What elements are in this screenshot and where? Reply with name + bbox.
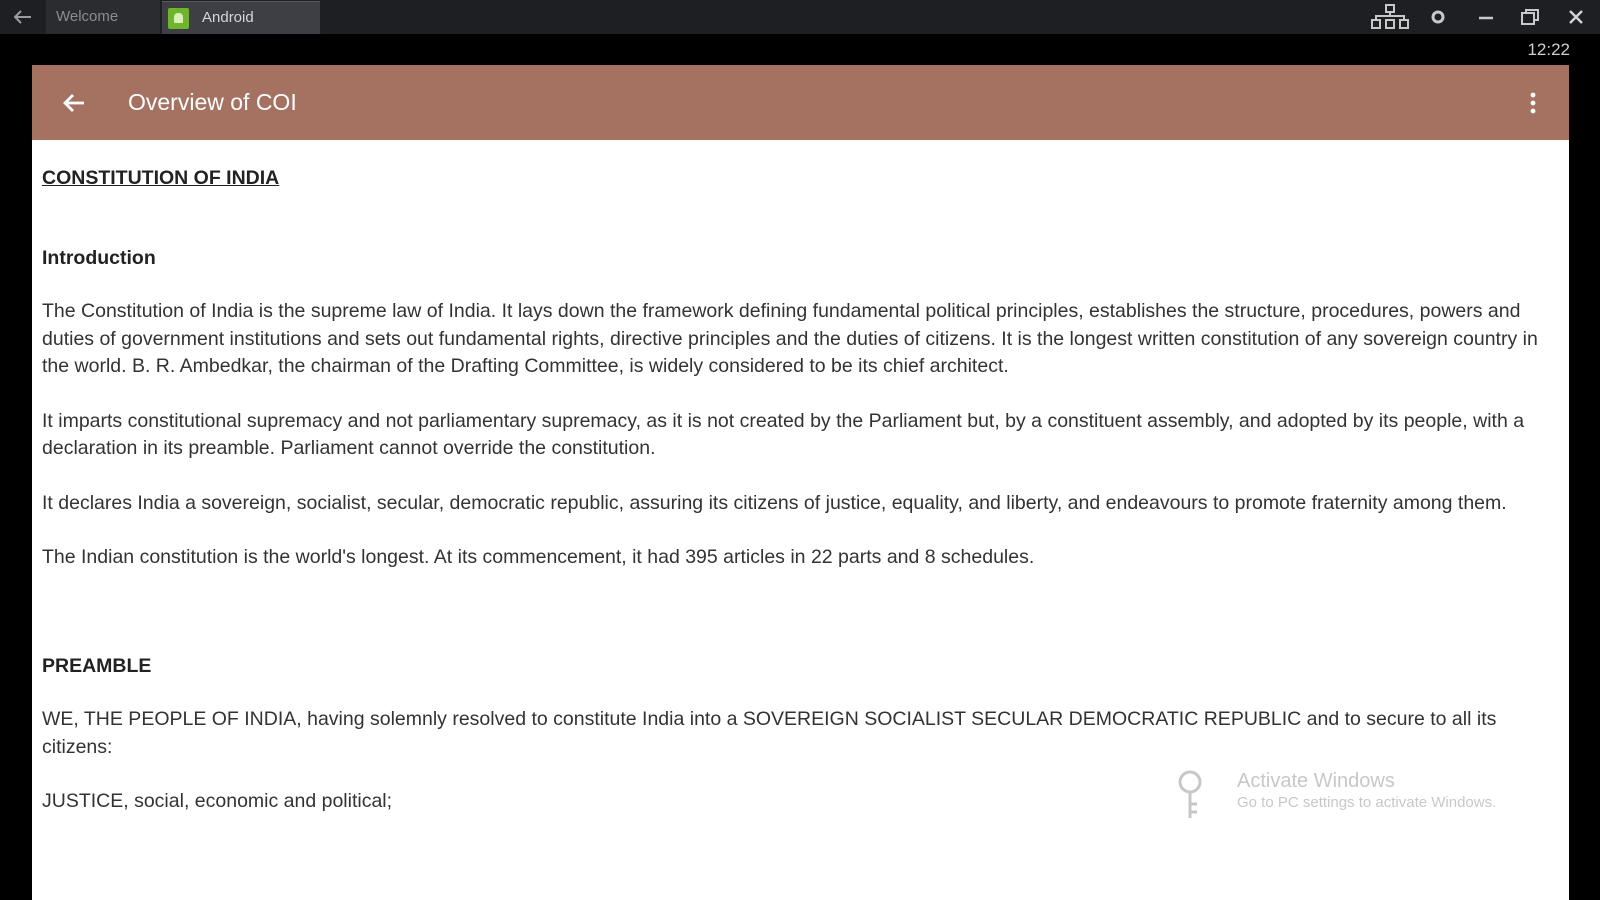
tab-welcome[interactable]	[46, 0, 160, 34]
key-icon	[1175, 770, 1225, 820]
document-title: CONSTITUTION OF INDIA	[42, 167, 280, 189]
close-icon	[1569, 10, 1583, 24]
apps-grid-icon	[1371, 4, 1409, 30]
android-status-bar	[0, 34, 1600, 65]
watermark-title: Activate Windows	[1237, 770, 1395, 792]
minimize-button[interactable]	[1466, 0, 1506, 34]
arrow-left-icon	[14, 10, 32, 24]
apps-grid-button[interactable]	[1370, 0, 1410, 34]
preamble-paragraph: JUSTICE, social, economic and political;	[42, 790, 393, 812]
tab-android-label: Android	[202, 9, 254, 26]
preamble-heading: PREAMBLE	[42, 654, 152, 677]
emulator-title-bar	[0, 0, 1600, 34]
close-button[interactable]	[1556, 0, 1596, 34]
navigate-up-button[interactable]	[54, 83, 94, 123]
intro-paragraph: The Indian constitution is the world's longest. At its commencement, it had 395 articles in 22 parts and 8 schedules.	[42, 546, 1035, 568]
intro-paragraph: It declares India a sovereign, socialist, secular, democratic republic, assuring its citizens of justice, equality, and liberty, and endeavours to promote fraternity among them.	[42, 491, 1507, 514]
tab-android[interactable]	[162, 1, 320, 34]
settings-icon	[1430, 9, 1446, 25]
page-title: Overview of COI	[128, 89, 297, 115]
introduction-heading: Introduction	[42, 246, 156, 269]
overflow-menu-button[interactable]	[1513, 83, 1553, 123]
app-toolbar	[32, 65, 1569, 140]
settings-button[interactable]	[1418, 0, 1458, 34]
restore-button[interactable]	[1510, 0, 1550, 34]
watermark-subtitle: Go to PC settings to activate Windows.	[1237, 794, 1497, 811]
restore-icon	[1521, 9, 1539, 25]
document-content	[42, 165, 1552, 843]
status-clock: 12:22	[1527, 40, 1570, 59]
activate-windows-watermark	[1175, 770, 1535, 820]
more-vert-icon	[1530, 92, 1536, 114]
tab-welcome-label: Welcome	[56, 8, 119, 25]
emulator-back-button[interactable]	[0, 0, 46, 34]
minimize-icon	[1478, 9, 1494, 25]
intro-paragraph: The Constitution of India is the supreme law of India. It lays down the framework defining fundamental political principles, establishes the structure, procedures, powers and duties of government institutions and sets out fundamental rights, directive principles and the duties of citizens. It is the longest written constitution of any sovereign country in the world. B. R. Ambedkar, the chairman of the Drafting Committee, is widely considered to be its chief architect.	[42, 300, 1538, 377]
preamble-paragraph: WE, THE PEOPLE OF INDIA, having solemnly resolved to constitute India into a SOVEREIGN SOCIALIST SECULAR DEMOCRATIC REPUBLIC and to secure to all its citizens:	[42, 708, 1497, 758]
android-app-icon	[168, 8, 189, 29]
intro-paragraph: It imparts constitutional supremacy and not parliamentary supremacy, as it is not created by the Parliament but, by a constituent assembly, and adopted by its people, with a declaration in its preamble. Parliament cannot override the constitution.	[42, 409, 1525, 459]
arrow-back-icon	[63, 93, 85, 113]
